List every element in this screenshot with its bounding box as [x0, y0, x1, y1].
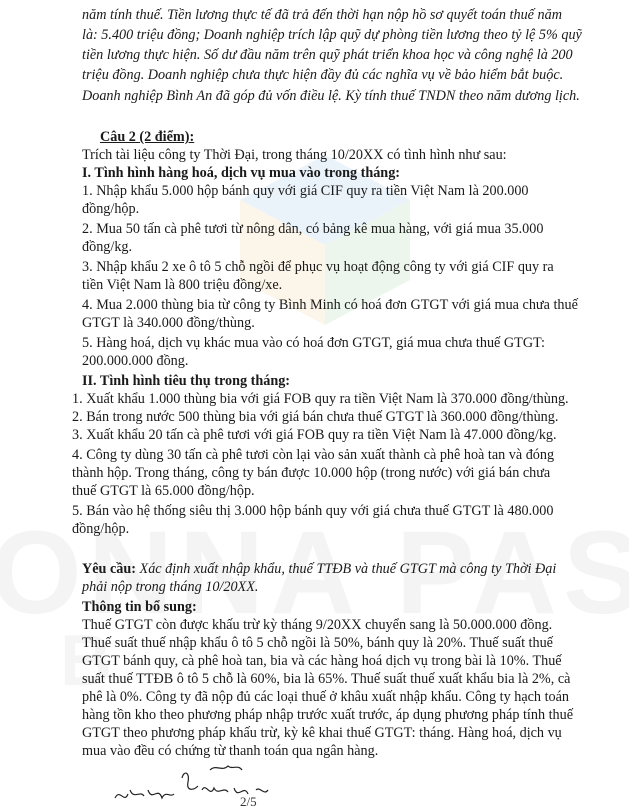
purchase-item: 200.000.000 đồng.: [82, 353, 189, 369]
requirement-text-2: phải nộp trong tháng 10/20XX.: [82, 579, 259, 595]
section2-heading: II. Tình hình tiêu thụ trong tháng:: [82, 373, 291, 389]
sales-item: 4. Công ty dùng 30 tấn cà phê tươi còn lại vào sản xuất thành cà phê hoà tan và đóng: [72, 447, 555, 463]
sales-item: 1. Xuất khẩu 1.000 thùng bia với giá FOB quy ra tiền Việt Nam là 370.000 đồng/thùng.: [72, 391, 569, 407]
question-intro: Trích tài liệu công ty Thời Đại, trong tháng 10/20XX có tình hình như sau:: [82, 147, 507, 163]
extra-info-line: Thuế GTGT còn được khấu trừ kỳ tháng 9/20XX chuyển sang là 50.000.000 đồng.: [82, 617, 553, 633]
requirement-label: Yêu cầu:: [82, 561, 136, 577]
purchase-item: 1. Nhập khẩu 5.000 hộp bánh quy với giá CIF quy ra tiền Việt Nam là 200.000: [82, 183, 529, 199]
intro-line: triệu đồng. Doanh nghiệp chưa thực hiện đầy đủ các nghĩa vụ về bảo hiểm bắt buộc.: [82, 67, 564, 83]
extra-info-heading: Thông tin bổ sung:: [82, 599, 197, 615]
requirement: [82, 560, 556, 578]
page-number: 2/5: [240, 794, 257, 809]
extra-info-line: hàng tồn kho theo phương pháp nhập trước xuất trước, áp dụng phương pháp tính thuế: [82, 707, 574, 723]
extra-info-line: phê là 0%. Công ty đã nộp đủ các loại thuế ở khâu xuất nhập khẩu. Công ty hạch toán: [82, 689, 570, 705]
sales-item: thành hộp. Trong tháng, công ty bán được 10.000 hộp (trong nước) với giá bán chưa: [72, 465, 551, 481]
purchase-item: 4. Mua 2.000 thùng bia từ công ty Bình Minh có hoá đơn GTGT với giá mua chưa thuế: [82, 297, 578, 313]
purchase-item: GTGT là 340.000 đồng/thùng.: [82, 315, 255, 331]
extra-info-line: Thuế suất thuế nhập khẩu ô tô 5 chỗ ngồi là 50%, bánh quy là 20%. Thuế suất thuế: [82, 635, 553, 651]
sales-item: thuế GTGT là 65.000 đồng/hộp.: [72, 483, 255, 499]
sales-item: 5. Bán vào hệ thống siêu thị 3.000 hộp bánh quy với giá chưa thuế GTGT là 480.000: [72, 503, 554, 519]
requirement-text: Xác định xuất nhập khẩu, thuế TTĐB và thuế GTGT mà công ty Thời Đại: [136, 561, 557, 577]
extra-info-line: suất thuế TTĐB ô tô 5 chỗ là 60%, bia là 65%. Thuế suất thuế xuất khẩu bia là 2%, cà: [82, 671, 571, 687]
purchase-item: 3. Nhập khẩu 2 xe ô tô 5 chỗ ngồi để phục vụ hoạt động công ty với giá CIF quy ra: [82, 259, 554, 275]
purchase-item: đồng/kg.: [82, 239, 133, 255]
intro-line: năm tính thuế. Tiền lương thực tế đã trả đến thời hạn nộp hồ sơ quyết toán thuế năm: [82, 7, 562, 23]
purchase-item: đồng/hộp.: [82, 201, 140, 217]
intro-line: là: 5.400 triệu đồng; Doanh nghiệp trích lập quỹ dự phòng tiền lương theo tỷ lệ 5% quỹ: [82, 27, 582, 43]
purchase-item: 5. Hàng hoá, dịch vụ khác mua vào có hoá đơn GTGT, giá mua chưa thuế GTGT:: [82, 335, 545, 351]
purchase-item: tiền Việt Nam là 800 triệu đồng/xe.: [82, 277, 283, 293]
purchase-item: 2. Mua 50 tấn cà phê tươi từ nông dân, có bảng kê mua hàng, với giá mua 35.000: [82, 221, 544, 237]
intro-line: tiền lương thực hiện. Số dư đầu năm trên quỹ phát triển khoa học và công nghệ là 200: [82, 47, 573, 63]
question-title: Câu 2 (2 điểm):: [100, 129, 195, 145]
sales-item: 3. Xuất khẩu 20 tấn cà phê tươi với giá FOB quy ra tiền Việt Nam là 47.000 đồng/kg.: [72, 427, 557, 443]
extra-info-line: GTGT theo phương pháp khấu trừ, kỳ kê khai thuế GTGT: tháng. Hàng hoá, dịch vụ: [82, 725, 562, 741]
extra-info-line: GTGT bánh quy, cà phê hoà tan, bia và các hàng hoá dịch vụ trong bài là 10%. Thuế: [82, 653, 562, 669]
sales-item: đồng/hộp.: [72, 521, 130, 537]
section1-heading: I. Tình hình hàng hoá, dịch vụ mua vào trong tháng:: [82, 165, 401, 181]
extra-info-line: mua vào đều có chứng từ thanh toán qua ngân hàng.: [82, 743, 379, 759]
handwriting-scribble: [110, 760, 310, 810]
sales-item: 2. Bán trong nước 500 thùng bia với giá bán chưa thuế GTGT là 360.000 đồng/thùng.: [72, 409, 559, 425]
intro-line: Doanh nghiệp Bình An đã góp đủ vốn điều lệ. Kỳ tính thuế TNDN theo năm dương lịch.: [82, 88, 580, 104]
